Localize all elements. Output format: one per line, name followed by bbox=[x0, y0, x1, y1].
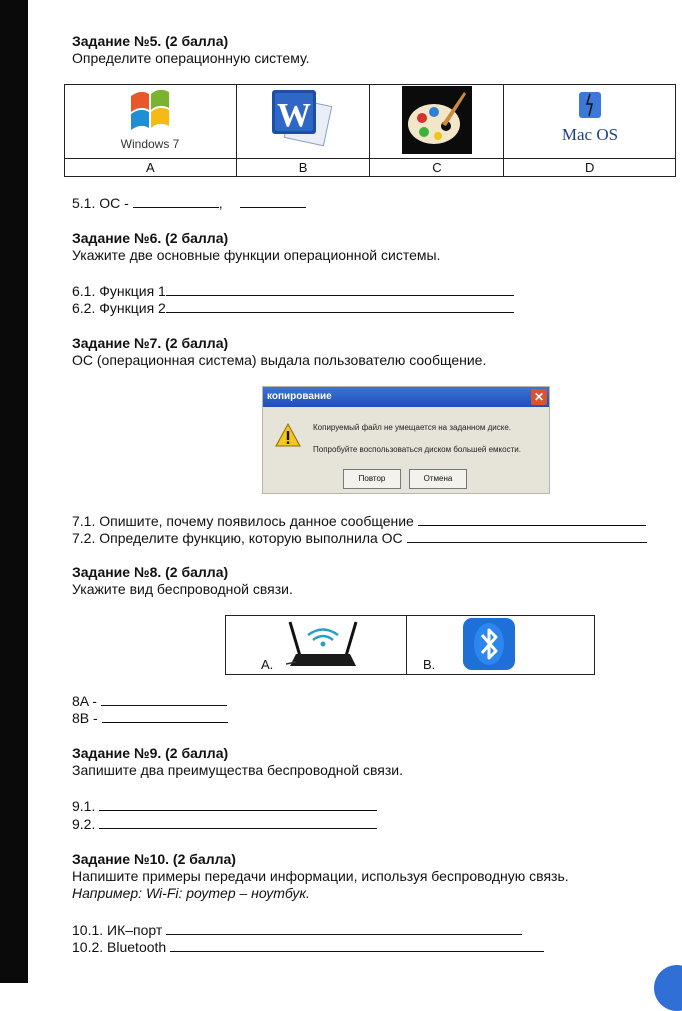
task5-title: Задание №5. (2 балла) bbox=[72, 33, 229, 49]
answer-5-1 bbox=[72, 194, 306, 211]
task6-title: Задание №6. (2 балла) bbox=[72, 230, 229, 246]
word-logo-icon bbox=[268, 88, 338, 152]
answer-8a-label: 8A - bbox=[72, 693, 97, 709]
answer-9-1-label: 9.1. bbox=[72, 798, 96, 814]
answer-9-2-label: 9.2. bbox=[72, 816, 96, 832]
task10-header bbox=[72, 851, 569, 902]
macos-finder-icon bbox=[545, 86, 635, 154]
cell-windows bbox=[65, 85, 237, 159]
task8-text: Укажите вид беспроводной связи. bbox=[72, 581, 293, 597]
label-a: A bbox=[65, 159, 237, 177]
answer-9-1-blank[interactable] bbox=[99, 797, 377, 811]
warning-icon bbox=[275, 423, 301, 447]
windows-logo-icon bbox=[105, 86, 195, 154]
answer-7-1-label: 7.1. Опишите, почему появилось данное сообщение bbox=[72, 513, 414, 529]
task10-example: Например: Wi-Fi: роутер – ноутбук. bbox=[72, 885, 310, 901]
retry-button[interactable]: Повтор bbox=[343, 469, 401, 489]
dialog-title: копирование bbox=[267, 391, 332, 402]
answer-10-2 bbox=[72, 938, 544, 955]
answer-9-2 bbox=[72, 815, 377, 832]
cell-macos bbox=[504, 85, 676, 159]
answer-10-1-blank[interactable] bbox=[166, 921, 522, 935]
wireless-cell-a bbox=[226, 616, 407, 675]
answer-8a-blank[interactable] bbox=[101, 692, 227, 706]
answer-7-1 bbox=[72, 512, 646, 529]
wireless-label-b: B. bbox=[423, 657, 436, 672]
paint-palette-icon bbox=[402, 86, 472, 154]
task9-header bbox=[72, 745, 403, 779]
dialog-message-2: Попробуйте воспользоваться диском большей емкости. bbox=[313, 445, 521, 454]
svg-text:Windows 7: Windows 7 bbox=[120, 137, 180, 151]
svg-text:W: W bbox=[277, 97, 312, 134]
cell-word bbox=[236, 85, 370, 159]
task6-text: Укажите две основные функции операционной системы. bbox=[72, 247, 441, 263]
task7-title: Задание №7. (2 балла) bbox=[72, 335, 229, 351]
wireless-cell-b bbox=[407, 616, 595, 675]
task9-text: Запишите два преимущества беспроводной связи. bbox=[72, 762, 403, 778]
answer-10-1 bbox=[72, 921, 522, 938]
answer-8b-label: 8B - bbox=[72, 710, 98, 726]
label-d: D bbox=[504, 159, 676, 177]
answer-6-1-label: 6.1. Функция 1 bbox=[72, 283, 166, 299]
answer-8a bbox=[72, 692, 227, 709]
answer-5-1-separator: , bbox=[218, 195, 223, 211]
bluetooth-icon bbox=[463, 618, 515, 670]
answer-5-1-blank-1[interactable] bbox=[133, 194, 219, 208]
task7-text: ОС (операционная система) выдала пользователю сообщение. bbox=[72, 352, 487, 368]
svg-text:Mac OS: Mac OS bbox=[561, 125, 618, 144]
task6-header bbox=[72, 230, 440, 264]
answer-7-2-label: 7.2. Определите функцию, которую выполнила ОС bbox=[72, 530, 403, 546]
answer-6-2-label: 6.2. Функция 2 bbox=[72, 300, 166, 316]
answer-6-1-blank[interactable] bbox=[166, 282, 514, 296]
task8-header bbox=[72, 564, 293, 598]
task7-header bbox=[72, 335, 486, 369]
answer-7-2-blank[interactable] bbox=[407, 529, 647, 543]
close-icon[interactable]: ✕ bbox=[531, 389, 547, 405]
task5-text: Определите операционную систему. bbox=[72, 50, 310, 66]
dialog-titlebar bbox=[263, 387, 549, 407]
left-dark-edge bbox=[0, 0, 28, 983]
label-b: B bbox=[236, 159, 370, 177]
answer-10-2-blank[interactable] bbox=[170, 938, 544, 952]
corner-blue-shape bbox=[654, 965, 682, 1011]
task10-text: Напишите примеры передачи информации, используя беспроводную связь. bbox=[72, 868, 569, 884]
cell-paint bbox=[370, 85, 504, 159]
answer-8b-blank[interactable] bbox=[102, 709, 228, 723]
wifi-router-icon bbox=[286, 620, 362, 672]
label-c: C bbox=[370, 159, 504, 177]
answer-5-1-blank-2[interactable] bbox=[240, 194, 306, 208]
task9-title: Задание №9. (2 балла) bbox=[72, 745, 229, 761]
answer-9-1 bbox=[72, 797, 377, 814]
task10-title: Задание №10. (2 балла) bbox=[72, 851, 236, 867]
task8-title: Задание №8. (2 балла) bbox=[72, 564, 229, 580]
answer-9-2-blank[interactable] bbox=[99, 815, 377, 829]
answer-10-1-label: 10.1. ИК–порт bbox=[72, 922, 163, 938]
wireless-label-a: A. bbox=[261, 657, 274, 672]
error-dialog bbox=[262, 386, 550, 494]
answer-7-2 bbox=[72, 529, 647, 546]
dialog-message-1: Копируемый файл не умещается на заданном диске. bbox=[313, 423, 511, 432]
answer-5-1-prefix: 5.1. ОС - bbox=[72, 195, 129, 211]
task5-header bbox=[72, 33, 309, 67]
cancel-button[interactable]: Отмена bbox=[409, 469, 467, 489]
answer-6-2-blank[interactable] bbox=[166, 299, 514, 313]
answer-7-1-blank[interactable] bbox=[418, 512, 646, 526]
answer-6-1 bbox=[72, 282, 514, 299]
answer-10-2-label: 10.2. Bluetooth bbox=[72, 939, 167, 955]
answer-8b bbox=[72, 709, 228, 726]
os-logo-table bbox=[64, 84, 676, 177]
wireless-table bbox=[225, 615, 595, 675]
answer-6-2 bbox=[72, 299, 514, 316]
